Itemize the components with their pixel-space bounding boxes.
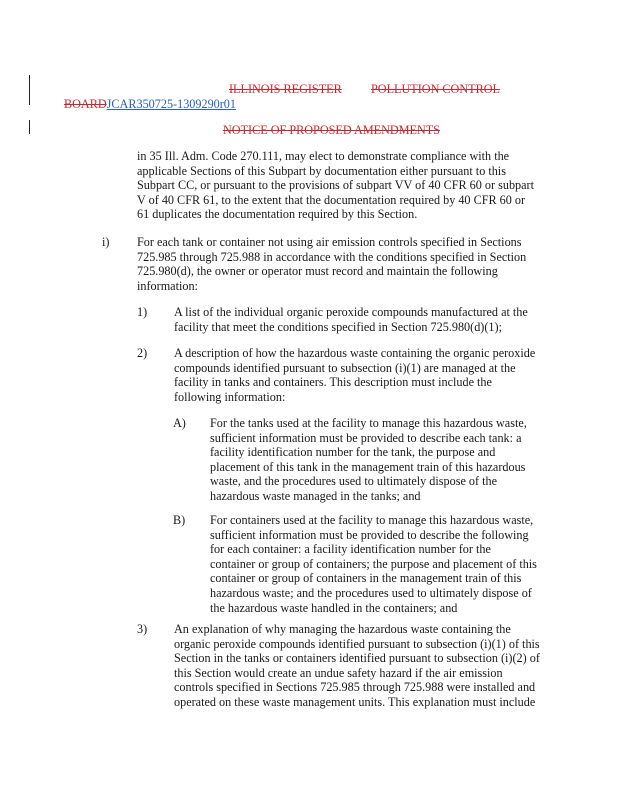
text-line: hazardous waste; and the procedures used to ultimately dispose of xyxy=(210,585,532,600)
text-line: facility in tanks and containers. This description must include the xyxy=(174,375,492,390)
text-line: placement of this tank in the management train of this hazardous xyxy=(210,459,526,474)
deleted-board: BOARD xyxy=(64,97,107,111)
item-b-label: B) xyxy=(173,513,186,527)
change-bar-id xyxy=(29,120,30,134)
text-line: Subpart CC, or pursuant to the provisions of subpart VV of 40 CFR 60 or subpart xyxy=(137,178,534,193)
text-line: container or group of containers; the purpose and placement of this xyxy=(210,556,537,571)
text-line: this Section would create an undue safety hazard if the air emission xyxy=(174,665,503,680)
item-3-label: 3) xyxy=(137,622,148,636)
text-line: in 35 Ill. Adm. Code 270.111, may elect to demonstrate compliance with the xyxy=(137,149,510,163)
text-line: applicable Sections of this Subpart by documentation either pursuant to this xyxy=(137,163,506,178)
header-line-2 xyxy=(64,97,236,112)
text-line: sufficient information must be provided to describe the following xyxy=(210,527,529,542)
item-b-paragraph xyxy=(210,513,605,615)
text-line: operated on these waste management units. This explanation must include xyxy=(174,694,536,709)
intro-paragraph xyxy=(137,149,597,222)
text-line: sufficient information must be provided to describe each tank: a xyxy=(210,430,522,445)
text-line: A list of the individual organic peroxide compounds manufactured at the xyxy=(174,305,528,319)
text-line: An explanation of why managing the hazardous waste containing the xyxy=(174,622,511,636)
text-line: V of 40 CFR 61, to the extent that the documentation required by 40 CFR 60 or xyxy=(137,192,526,207)
deleted-notice-title: NOTICE OF PROPOSED AMENDMENTS xyxy=(223,123,441,137)
text-line: For each tank or container not using air emission controls specified in Sections xyxy=(137,235,522,249)
deleted-register-title xyxy=(229,82,342,97)
text-line: 725.980(d), the owner or operator must record and maintain the following xyxy=(137,264,498,279)
text-line: following information: xyxy=(174,389,286,404)
item-1-paragraph xyxy=(174,305,599,334)
text-line: the hazardous waste handled in the containers; and xyxy=(210,600,458,615)
text-line: for each container: a facility identification number for the xyxy=(210,542,491,557)
item-2-paragraph xyxy=(174,346,599,404)
text-line: facility identification number for the tank, the purpose and xyxy=(210,445,496,460)
item-1-label: 1) xyxy=(137,305,148,319)
text-line: waste, and the procedures used to ultimately dispose of the xyxy=(210,474,498,489)
text-line: compounds identified pursuant to subsection (i)(1) are managed at the xyxy=(174,360,516,375)
text-line: For the tanks used at the facility to manage this hazardous waste, xyxy=(210,416,527,430)
change-bar-header xyxy=(29,75,30,105)
text-line: 61 duplicates the documentation required by this Section. xyxy=(137,207,418,222)
item-i-paragraph xyxy=(137,235,597,293)
text-line: organic peroxide compounds identified pursuant to subsection (i)(1) of this xyxy=(174,636,540,651)
inserted-jcar-id: JCAR350725-1309290r01 xyxy=(106,97,236,111)
item-a-label: A) xyxy=(173,416,186,430)
item-3-paragraph xyxy=(174,622,604,710)
item-i-label: i) xyxy=(102,235,110,249)
text-line: container or group of containers in the management train of this xyxy=(210,571,522,586)
item-2-label: 2) xyxy=(137,346,148,360)
text-line: For containers used at the facility to manage this hazardous waste, xyxy=(210,513,534,527)
text-line: information: xyxy=(137,278,198,293)
text-line: facility that meet the conditions specified in Section 725.980(d)(1); xyxy=(174,319,502,334)
item-a-paragraph xyxy=(210,416,605,504)
text-line: Section in the tanks or containers identified pursuant to subsection (i)(2) of xyxy=(174,651,540,666)
text-line: hazardous waste managed in the tanks; and xyxy=(210,488,421,503)
text-line: A description of how the hazardous waste containing the organic peroxide xyxy=(174,346,536,360)
text-line: 725.985 through 725.988 in accordance with the conditions specified in Section xyxy=(137,249,527,264)
deleted-pollution-control: POLLUTION CONTROL xyxy=(371,82,500,96)
text-line: controls specified in Sections 725.985 through 725.988 were installed and xyxy=(174,680,536,695)
deleted-illinois-register: ILLINOIS REGISTER xyxy=(229,82,342,96)
